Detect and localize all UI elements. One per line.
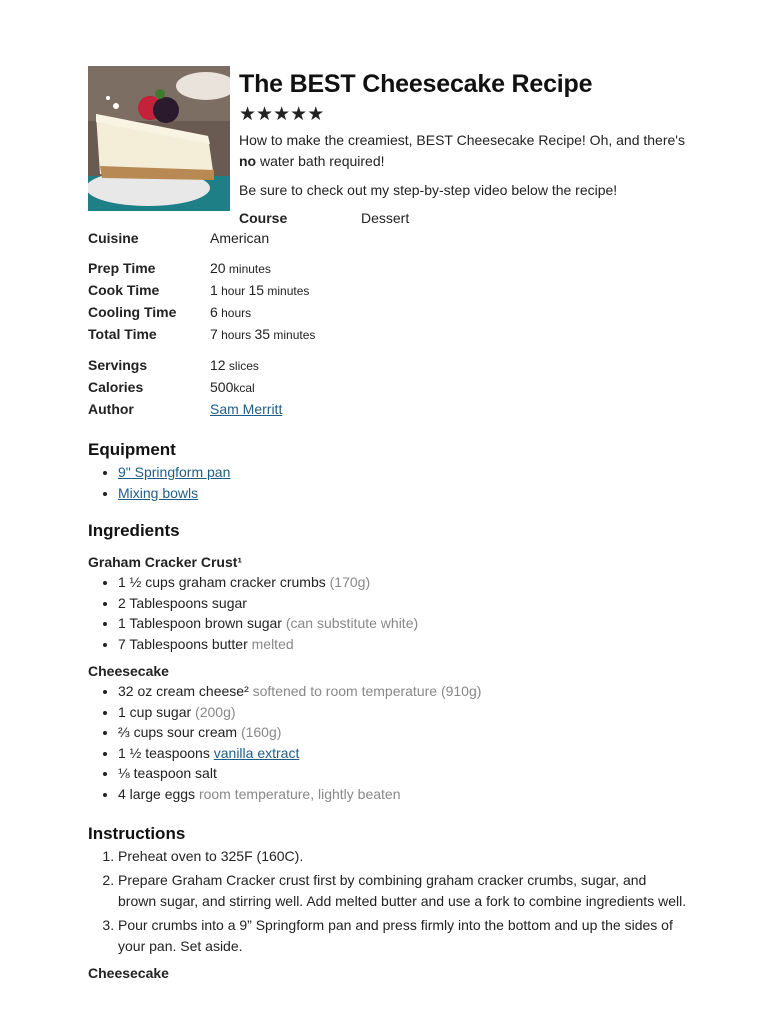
recipe-summary: How to make the creamiest, BEST Cheesecake Recipe! Oh, and there's no water bath required!: [239, 132, 685, 169]
cheesecake-photo: [88, 66, 230, 211]
star-icon[interactable]: ★: [290, 104, 308, 125]
star-icon[interactable]: ★: [273, 104, 291, 125]
recipe-header: [88, 66, 688, 226]
list-item: [118, 483, 688, 504]
list-item: • 1 ½ cups graham cracker crumbs (170g): [118, 572, 688, 593]
instruction-step: 2. Prepare Graham Cracker crust first by combining graham cracker crumbs, sugar, and brown sugar, and stirring well. Add melted butter and use a fork to combine ingredients well.: [118, 870, 688, 912]
recipe-summary-video: Be sure to check out my step-by-step video below the recipe!: [239, 182, 618, 198]
meta-prep-time: Prep Time 20 minutes: [88, 260, 271, 276]
cheesecake-ingredients-heading: Cheesecake: [88, 663, 169, 679]
instructions-list: [88, 846, 688, 957]
recipe-summary-block: [239, 66, 689, 201]
instruction-step: 1. Preheat oven to 325F (160C).: [118, 846, 688, 867]
star-icon[interactable]: ★: [307, 104, 325, 125]
instructions-section: [88, 824, 688, 981]
list-item: • ⅛ teaspoon salt: [118, 763, 688, 784]
instructions-heading: Instructions: [88, 824, 186, 843]
list-item: • 32 oz cream cheese² softened to room temperature (910g): [118, 681, 688, 702]
crust-heading: Graham Cracker Crust¹: [88, 554, 243, 570]
list-item: • 2 Tablespoons sugar: [118, 593, 688, 614]
equipment-link-springform-pan[interactable]: 9" Springform pan: [118, 464, 231, 480]
recipe-card: [88, 66, 688, 981]
equipment-heading: Equipment: [88, 440, 176, 459]
list-item: • 4 large eggs room temperature, lightly beaten: [118, 784, 688, 805]
list-item: [118, 462, 688, 483]
crust-ingredients-list: [88, 572, 688, 654]
meta-author: Author Sam Merritt: [88, 399, 688, 420]
meta-calories: Calories 500kcal: [88, 379, 255, 395]
meta-servings: Servings 12 slices: [88, 357, 259, 373]
rating-stars[interactable]: [239, 105, 689, 125]
meta-cuisine: Cuisine American: [88, 230, 270, 246]
ingredients-heading: Ingredients: [88, 521, 180, 540]
equipment-section: [88, 440, 688, 503]
star-icon[interactable]: ★: [239, 104, 257, 125]
list-item: • ⅔ cups sour cream (160g): [118, 722, 688, 743]
vanilla-extract-link[interactable]: vanilla extract: [213, 744, 300, 761]
instruction-step: 3. Pour crumbs into a 9” Springform pan and press firmly into the bottom and up the sides of your pan. Set aside.: [118, 915, 688, 957]
author-link[interactable]: Sam Merritt: [210, 401, 283, 417]
star-icon[interactable]: ★: [256, 104, 274, 125]
equipment-list: [88, 462, 688, 503]
recipe-meta: [88, 228, 688, 420]
recipe-title: The BEST Cheesecake Recipe: [239, 70, 593, 98]
meta-total-time: Total Time 7 hours 35 minutes: [88, 326, 316, 342]
list-item: • 7 Tablespoons butter melted: [118, 634, 688, 655]
meta-course: Course Dessert: [239, 210, 410, 226]
meta-cook-time: Cook Time 1 hour 15 minutes: [88, 282, 310, 298]
equipment-link-mixing-bowls[interactable]: Mixing bowls: [118, 484, 199, 501]
cheesecake-ingredients-list: [88, 681, 688, 804]
list-item: • 1 cup sugar (200g): [118, 702, 688, 723]
list-item: • 1 ½ teaspoons vanilla extract: [118, 743, 688, 764]
cheesecake-instructions-heading: Cheesecake: [88, 965, 169, 981]
ingredients-section: [88, 521, 688, 804]
meta-cooling-time: Cooling Time 6 hours: [88, 304, 252, 320]
list-item: • 1 Tablespoon brown sugar (can substitute white): [118, 613, 688, 634]
